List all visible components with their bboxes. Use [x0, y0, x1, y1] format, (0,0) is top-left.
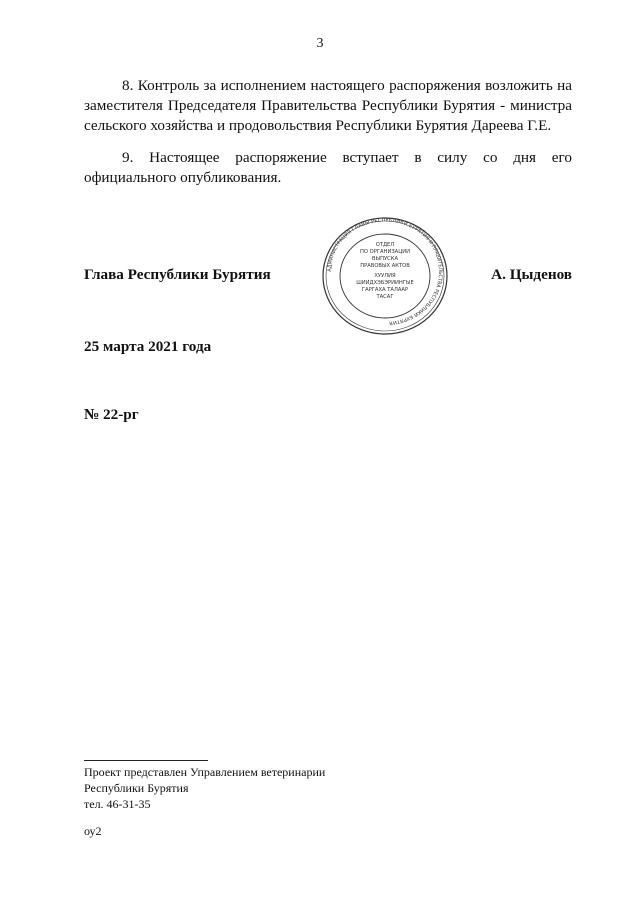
- document-code: оу2: [84, 824, 102, 838]
- document-date: 25 марта 2021 года: [84, 338, 212, 355]
- footnote: [84, 764, 325, 812]
- footnote-divider: [84, 760, 208, 761]
- paragraph-9: 9. Настоящее распоряжение вступает в силу со дня его официального опубликования.: [84, 149, 572, 186]
- svg-text:ОТДЕЛ: ОТДЕЛ: [375, 242, 395, 248]
- svg-text:ХУУЛИЯ: ХУУЛИЯ: [374, 273, 396, 279]
- footnote-line-3: тел. 46-31-35: [84, 797, 151, 811]
- signatory-name: А. Цыденов: [491, 266, 572, 283]
- footnote-line-2: Республики Бурятия: [84, 781, 189, 795]
- svg-text:ВЫПУСКА: ВЫПУСКА: [371, 256, 399, 262]
- paragraph-8: 8. Контроль за исполнением настоящего распоряжения возложить на заместителя Председателя Правительства Республики Бурятия - министра сельского хозяйства и продовольствия Республики Бурятия Дареева Г.Е.: [84, 77, 572, 134]
- svg-text:ШИИДХЭБЭРИИНГЫЕ: ШИИДХЭБЭРИИНГЫЕ: [356, 280, 414, 286]
- svg-text:ПО ОРГАНИЗАЦИИ: ПО ОРГАНИЗАЦИИ: [359, 249, 411, 255]
- svg-text:ТАСАГ: ТАСАГ: [376, 294, 394, 300]
- svg-text:ПРАВОВЫХ АКТОВ: ПРАВОВЫХ АКТОВ: [360, 263, 410, 269]
- official-seal-stamp: [318, 214, 452, 338]
- signatory-title: Глава Республики Бурятия: [84, 266, 271, 283]
- svg-text:ГАРГАХА ТАЛААР: ГАРГАХА ТАЛААР: [361, 287, 409, 293]
- footnote-line-1: Проект представлен Управлением ветеринарии: [84, 765, 326, 779]
- svg-text:АДМИНИСТРАЦИЯ ГЛАВЫ РЕСПУБЛИКИ: АДМИНИСТРАЦИЯ ГЛАВЫ РЕСПУБЛИКИ БУРЯТИЯ И ПРАВИТЕЛЬСТВА РЕСПУБЛИКИ БУРЯТИЯ: [326, 217, 444, 326]
- document-number: № 22-рг: [84, 406, 139, 423]
- page-number: 3: [316, 36, 324, 51]
